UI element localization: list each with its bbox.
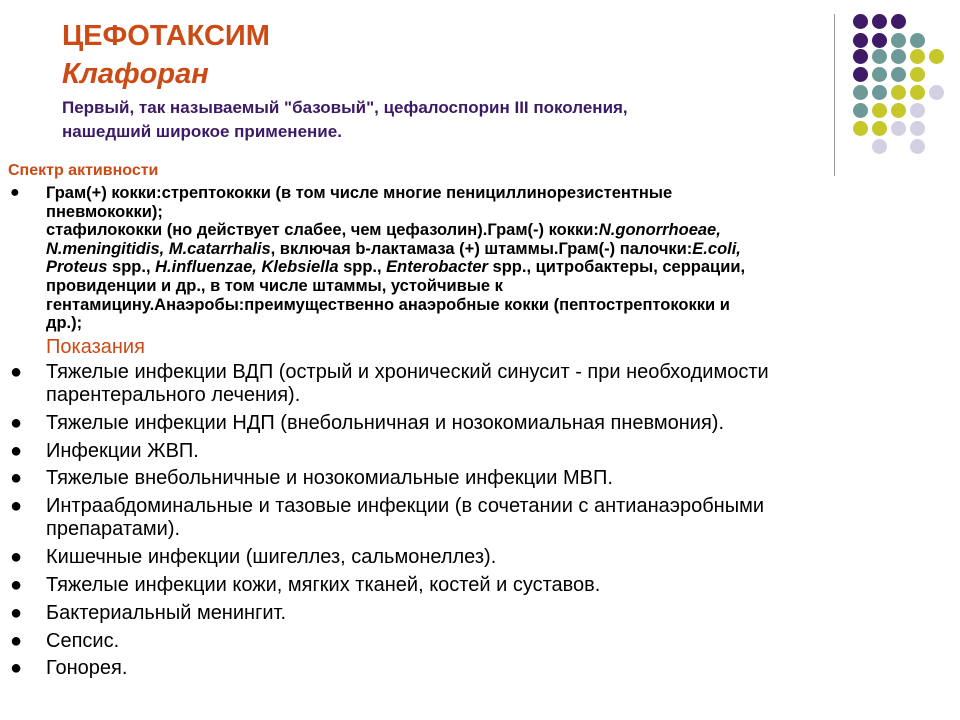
indication-text: Сепсис. [46,629,120,652]
bullet-icon: ● [10,657,23,680]
indication-text: Кишечные инфекции (шигеллез, сальмонеллез). [46,546,497,569]
indication-text: Тяжелые инфекции НДП (внебольничная и нозокомиальная пневмония). [46,411,725,434]
bullet-icon: ● [10,467,23,490]
brand-name-title: Клафоран [62,58,209,90]
spectrum-segment-italic: Enterobacter [386,258,488,277]
list-item [8,361,953,407]
subtitle-line-2: нашедший широкое применение. [62,122,342,141]
spectrum-segment-italic: H.influenzae, Klebsiella [155,258,339,277]
list-item [8,602,953,625]
spectrum-segment-italic: N.gonorrhoeae, N.meningitidis, M.catarrhalis [46,221,721,258]
list-item [8,630,953,653]
spectrum-paragraph [8,184,953,333]
list-item [8,467,953,490]
list-item [8,546,953,569]
decorative-dot [891,67,906,82]
decorative-dot [929,49,944,64]
bullet-icon: ● [10,184,20,201]
list-item [8,495,953,541]
decorative-dot [872,121,887,136]
spectrum-text [46,184,745,332]
decorative-dot [872,49,887,64]
decorative-dot [853,121,868,136]
decorative-dot [910,85,925,100]
bullet-icon: ● [10,495,23,518]
decorative-dot [872,33,887,48]
spectrum-segment: spp., [107,258,156,277]
decorative-dot [910,103,925,118]
drug-name-title: ЦЕФОТАКСИМ [62,20,270,52]
decorative-dot [910,49,925,64]
indication-text: Тяжелые инфекции ВДП (острый и хронический синусит - при необходимости парентерального лечения). [46,360,769,406]
indications-list [8,361,953,681]
decorative-dot [853,67,868,82]
decorative-dot [872,139,887,154]
indication-text: Интраабдоминальные и тазовые инфекции (в сочетании с антианаэробными препаратами). [46,495,765,541]
decorative-dot [872,14,887,29]
spectrum-segment: , включая b-лактамаза (+) штаммы.Грам(-) палочки: [270,239,693,258]
slide-content [8,160,953,681]
decorative-dot [891,33,906,48]
decorative-dot [910,67,925,82]
decorative-dot [853,33,868,48]
indication-text: Бактериальный менингит. [46,601,287,624]
indication-text: Тяжелые инфекции кожи, мягких тканей, костей и суставов. [46,573,601,596]
decorative-dot [853,49,868,64]
indication-text: Инфекции ЖВП. [46,439,199,462]
bullet-icon: ● [10,601,23,624]
decorative-dot [853,85,868,100]
list-item [8,657,953,680]
indication-text: Тяжелые внебольничные и нозокомиальные инфекции МВП. [46,467,613,490]
decorative-dot [910,33,925,48]
list-item [8,574,953,597]
bullet-icon: ● [10,573,23,596]
spectrum-heading: Спектр активности [8,162,159,179]
list-item [8,412,953,435]
bullet-icon: ● [10,360,23,383]
spectrum-segment: Грам(+) кокки:стрептококки (в том числе многие пенициллинорезистентные пневмококки); стафилококки (но действует слабее, чем цефазолин).Грам(-) кокки: [46,184,673,240]
indications-heading: Показания [46,335,145,358]
decorative-dot [872,103,887,118]
decorative-dot [872,85,887,100]
spectrum-segment: spp., [338,258,387,277]
subtitle-line-1: Первый, так называемый "базовый", цефалоспорин III поколения, [62,98,628,117]
decorative-dot [910,139,925,154]
bullet-icon: ● [10,546,23,569]
decorative-dot [910,121,925,136]
decorative-dot [891,85,906,100]
decorative-dot [929,85,944,100]
bullet-icon: ● [10,439,23,462]
decorative-dot [891,14,906,29]
bullet-icon: ● [10,411,23,434]
spectrum-segment-italic: E.coli, Proteus [46,239,741,277]
decorative-dot [891,121,906,136]
decorative-dot [891,103,906,118]
decorative-dot [891,49,906,64]
indication-text: Гонорея. [46,657,128,680]
decorative-dot [872,67,887,82]
decorative-dot [853,14,868,29]
bullet-icon: ● [10,629,23,652]
decorative-dot [853,103,868,118]
spectrum-segment: spp., цитробактеры, серрации, провиденции и др., в том числе штаммы, устойчивые к гентамицину.Анаэробы:преимущественно анаэробные кокки (пептострептококки и др.); [46,258,746,333]
list-item [8,440,953,463]
